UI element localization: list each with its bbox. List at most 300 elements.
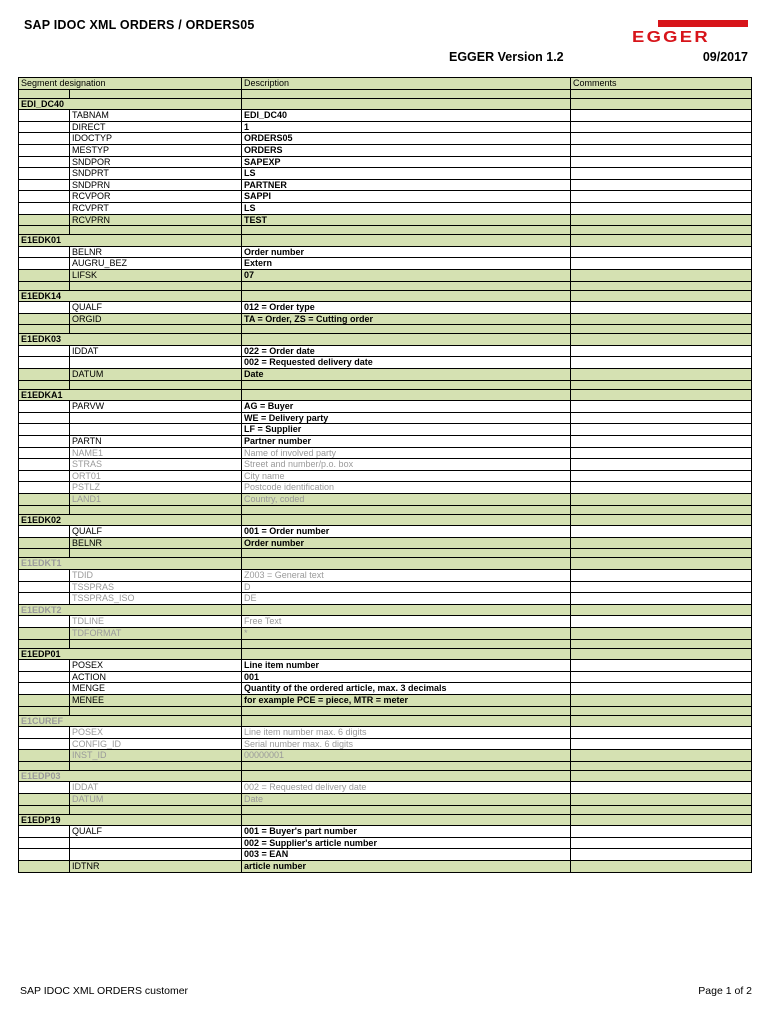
field-row bbox=[19, 470, 752, 482]
segment-row bbox=[19, 715, 752, 727]
segment-name: E1EDP03 bbox=[19, 770, 242, 782]
field-row bbox=[19, 269, 752, 281]
field-comment bbox=[571, 627, 752, 639]
segment-name: E1EDP01 bbox=[19, 648, 242, 660]
spacer-row bbox=[19, 380, 752, 389]
indent-cell bbox=[19, 494, 70, 506]
spacer-cell bbox=[571, 805, 752, 814]
spacer-cell bbox=[19, 226, 70, 235]
segment-description-cell bbox=[242, 715, 571, 727]
spacer-cell bbox=[70, 89, 242, 98]
segment-comment-cell bbox=[571, 648, 752, 660]
field-description: Name of involved party bbox=[242, 447, 571, 459]
field-name: SNDPRT bbox=[70, 168, 242, 180]
spacer-cell bbox=[70, 281, 242, 290]
field-name: TDFORMAT bbox=[70, 627, 242, 639]
spacer-cell bbox=[19, 89, 70, 98]
segment-row bbox=[19, 648, 752, 660]
indent-cell bbox=[19, 191, 70, 203]
segment-row bbox=[19, 334, 752, 346]
field-name: DIRECT bbox=[70, 121, 242, 133]
indent-cell bbox=[19, 660, 70, 672]
spacer-cell bbox=[19, 805, 70, 814]
segment-name: E1EDK01 bbox=[19, 235, 242, 247]
spacer-cell bbox=[571, 639, 752, 648]
spacer-cell bbox=[571, 761, 752, 770]
spacer-cell bbox=[19, 325, 70, 334]
field-comment bbox=[571, 694, 752, 706]
field-comment bbox=[571, 569, 752, 581]
segment-row bbox=[19, 814, 752, 826]
field-name: TDLINE bbox=[70, 616, 242, 628]
field-description: Extern bbox=[242, 258, 571, 270]
field-description: DE bbox=[242, 593, 571, 605]
indent-cell bbox=[19, 179, 70, 191]
field-row bbox=[19, 436, 752, 448]
field-row bbox=[19, 837, 752, 849]
field-comment bbox=[571, 110, 752, 122]
indent-cell bbox=[19, 110, 70, 122]
field-name bbox=[70, 412, 242, 424]
field-name: DATUM bbox=[70, 369, 242, 381]
field-comment bbox=[571, 459, 752, 471]
field-description: Country, coded bbox=[242, 494, 571, 506]
field-name: IDTNR bbox=[70, 861, 242, 873]
field-name: LIFSK bbox=[70, 269, 242, 281]
indent-cell bbox=[19, 593, 70, 605]
indent-cell bbox=[19, 694, 70, 706]
field-name: BELNR bbox=[70, 246, 242, 258]
field-comment bbox=[571, 401, 752, 413]
field-description: 1 bbox=[242, 121, 571, 133]
field-name: PSTLZ bbox=[70, 482, 242, 494]
field-row bbox=[19, 313, 752, 325]
indent-cell bbox=[19, 447, 70, 459]
indent-cell bbox=[19, 313, 70, 325]
spacer-row bbox=[19, 549, 752, 558]
spacer-cell bbox=[70, 639, 242, 648]
field-description: PARTNER bbox=[242, 179, 571, 191]
segment-row bbox=[19, 514, 752, 526]
indent-cell bbox=[19, 258, 70, 270]
field-description: Serial number max. 6 digits bbox=[242, 738, 571, 750]
field-description: SAPEXP bbox=[242, 156, 571, 168]
indent-cell bbox=[19, 302, 70, 314]
indent-cell bbox=[19, 738, 70, 750]
spacer-row bbox=[19, 89, 752, 98]
field-row bbox=[19, 302, 752, 314]
spacer-cell bbox=[571, 706, 752, 715]
spacer-cell bbox=[571, 325, 752, 334]
field-comment bbox=[571, 526, 752, 538]
field-name: LAND1 bbox=[70, 494, 242, 506]
segment-comment-cell bbox=[571, 389, 752, 401]
segment-name: E1EDK03 bbox=[19, 334, 242, 346]
document-version: EGGER Version 1.2 bbox=[449, 50, 564, 64]
indent-cell bbox=[19, 794, 70, 806]
field-description: Order number bbox=[242, 537, 571, 549]
indent-cell bbox=[19, 671, 70, 683]
field-description: Quantity of the ordered article, max. 3 decimals bbox=[242, 683, 571, 695]
field-name: RCVPOR bbox=[70, 191, 242, 203]
field-name: TABNAM bbox=[70, 110, 242, 122]
segment-description-cell bbox=[242, 334, 571, 346]
spacer-cell bbox=[19, 706, 70, 715]
field-row bbox=[19, 593, 752, 605]
field-comment bbox=[571, 168, 752, 180]
segment-comment-cell bbox=[571, 98, 752, 110]
field-description: * bbox=[242, 627, 571, 639]
spacer-cell bbox=[70, 706, 242, 715]
field-comment bbox=[571, 357, 752, 369]
segment-name: E1EDKT2 bbox=[19, 604, 242, 616]
spacer-cell bbox=[242, 281, 571, 290]
field-name: TSSPRAS_ISO bbox=[70, 593, 242, 605]
field-comment bbox=[571, 436, 752, 448]
spacer-row bbox=[19, 805, 752, 814]
field-row bbox=[19, 156, 752, 168]
field-comment bbox=[571, 179, 752, 191]
field-description: Postcode identification bbox=[242, 482, 571, 494]
field-row bbox=[19, 494, 752, 506]
field-description: LS bbox=[242, 202, 571, 214]
field-comment bbox=[571, 470, 752, 482]
field-description: Order number bbox=[242, 246, 571, 258]
indent-cell bbox=[19, 401, 70, 413]
field-name: RCVPRT bbox=[70, 202, 242, 214]
spacer-cell bbox=[242, 380, 571, 389]
field-row bbox=[19, 191, 752, 203]
field-comment bbox=[571, 537, 752, 549]
field-row bbox=[19, 168, 752, 180]
spacer-row bbox=[19, 639, 752, 648]
field-name: PARVW bbox=[70, 401, 242, 413]
spacer-cell bbox=[571, 549, 752, 558]
field-name: POSEX bbox=[70, 727, 242, 739]
field-description: City name bbox=[242, 470, 571, 482]
segment-description-cell bbox=[242, 514, 571, 526]
spacer-row bbox=[19, 281, 752, 290]
field-name: BELNR bbox=[70, 537, 242, 549]
field-row bbox=[19, 369, 752, 381]
segment-comment-cell bbox=[571, 334, 752, 346]
field-description: for example PCE = piece, MTR = meter bbox=[242, 694, 571, 706]
field-row bbox=[19, 526, 752, 538]
field-description: 003 = EAN bbox=[242, 849, 571, 861]
logo-wordmark: EGGER bbox=[632, 29, 710, 46]
field-description: Free Text bbox=[242, 616, 571, 628]
field-row bbox=[19, 616, 752, 628]
segment-description-cell bbox=[242, 290, 571, 302]
segment-description-cell bbox=[242, 814, 571, 826]
field-description: Line item number bbox=[242, 660, 571, 672]
egger-logo bbox=[632, 20, 748, 46]
spacer-cell bbox=[19, 549, 70, 558]
field-row bbox=[19, 569, 752, 581]
field-comment bbox=[571, 593, 752, 605]
indent-cell bbox=[19, 121, 70, 133]
indent-cell bbox=[19, 569, 70, 581]
field-name: MENEE bbox=[70, 694, 242, 706]
field-description: 00000001 bbox=[242, 750, 571, 762]
field-name: IDDAT bbox=[70, 345, 242, 357]
field-comment bbox=[571, 412, 752, 424]
field-description: TEST bbox=[242, 214, 571, 226]
field-description: LF = Supplier bbox=[242, 424, 571, 436]
field-comment bbox=[571, 144, 752, 156]
segment-row bbox=[19, 604, 752, 616]
field-name: ORGID bbox=[70, 313, 242, 325]
spacer-cell bbox=[70, 805, 242, 814]
field-row bbox=[19, 424, 752, 436]
indent-cell bbox=[19, 782, 70, 794]
indent-cell bbox=[19, 269, 70, 281]
field-name: SNDPRN bbox=[70, 179, 242, 191]
segment-description-cell bbox=[242, 235, 571, 247]
spacer-cell bbox=[571, 380, 752, 389]
segment-row bbox=[19, 290, 752, 302]
indent-cell bbox=[19, 345, 70, 357]
indent-cell bbox=[19, 357, 70, 369]
segment-table bbox=[18, 77, 752, 873]
field-comment bbox=[571, 202, 752, 214]
field-name: IDDAT bbox=[70, 782, 242, 794]
field-row bbox=[19, 144, 752, 156]
spacer-cell bbox=[242, 89, 571, 98]
spacer-row bbox=[19, 505, 752, 514]
spacer-cell bbox=[242, 505, 571, 514]
footer-page-number: Page 1 of 2 bbox=[698, 985, 752, 997]
field-row bbox=[19, 849, 752, 861]
indent-cell bbox=[19, 424, 70, 436]
logo-red-bar bbox=[658, 20, 748, 27]
spacer-cell bbox=[242, 805, 571, 814]
field-name: STRAS bbox=[70, 459, 242, 471]
field-row bbox=[19, 246, 752, 258]
field-description: 001 bbox=[242, 671, 571, 683]
field-description: ORDERS bbox=[242, 144, 571, 156]
column-header-description: Description bbox=[242, 78, 571, 90]
spacer-cell bbox=[19, 281, 70, 290]
field-comment bbox=[571, 660, 752, 672]
column-header-segment: Segment designation bbox=[19, 78, 242, 90]
field-row bbox=[19, 627, 752, 639]
field-row bbox=[19, 683, 752, 695]
field-description: Date bbox=[242, 369, 571, 381]
spacer-cell bbox=[571, 226, 752, 235]
field-comment bbox=[571, 302, 752, 314]
indent-cell bbox=[19, 826, 70, 838]
segment-name: E1EDKA1 bbox=[19, 389, 242, 401]
segment-comment-cell bbox=[571, 558, 752, 570]
field-name: CONFIG_ID bbox=[70, 738, 242, 750]
spacer-cell bbox=[242, 761, 571, 770]
indent-cell bbox=[19, 214, 70, 226]
footer-document-name: SAP IDOC XML ORDERS customer bbox=[20, 985, 189, 997]
field-description: Line item number max. 6 digits bbox=[242, 727, 571, 739]
field-name: TDID bbox=[70, 569, 242, 581]
field-row bbox=[19, 861, 752, 873]
field-row bbox=[19, 660, 752, 672]
field-comment bbox=[571, 369, 752, 381]
field-name: DATUM bbox=[70, 794, 242, 806]
field-description: 022 = Order date bbox=[242, 345, 571, 357]
spacer-cell bbox=[242, 226, 571, 235]
indent-cell bbox=[19, 369, 70, 381]
field-row bbox=[19, 121, 752, 133]
segment-name: EDI_DC40 bbox=[19, 98, 242, 110]
field-row bbox=[19, 727, 752, 739]
spacer-cell bbox=[242, 325, 571, 334]
field-comment bbox=[571, 121, 752, 133]
segment-description-cell bbox=[242, 770, 571, 782]
segment-row bbox=[19, 235, 752, 247]
field-row bbox=[19, 782, 752, 794]
segment-row bbox=[19, 558, 752, 570]
indent-cell bbox=[19, 133, 70, 145]
field-row bbox=[19, 750, 752, 762]
spacer-cell bbox=[70, 380, 242, 389]
field-comment bbox=[571, 156, 752, 168]
segment-name: E1CUREF bbox=[19, 715, 242, 727]
spacer-cell bbox=[19, 380, 70, 389]
field-comment bbox=[571, 269, 752, 281]
spacer-row bbox=[19, 325, 752, 334]
field-comment bbox=[571, 191, 752, 203]
field-comment bbox=[571, 794, 752, 806]
field-name bbox=[70, 849, 242, 861]
field-name: SNDPOR bbox=[70, 156, 242, 168]
spacer-cell bbox=[70, 505, 242, 514]
indent-cell bbox=[19, 537, 70, 549]
indent-cell bbox=[19, 581, 70, 593]
spacer-cell bbox=[70, 226, 242, 235]
indent-cell bbox=[19, 168, 70, 180]
spacer-cell bbox=[19, 505, 70, 514]
field-row bbox=[19, 345, 752, 357]
field-name: QUALF bbox=[70, 526, 242, 538]
field-comment bbox=[571, 494, 752, 506]
field-name bbox=[70, 424, 242, 436]
field-row bbox=[19, 459, 752, 471]
spacer-cell bbox=[571, 505, 752, 514]
field-name: AUGRU_BEZ bbox=[70, 258, 242, 270]
segment-comment-cell bbox=[571, 814, 752, 826]
segment-comment-cell bbox=[571, 604, 752, 616]
spacer-row bbox=[19, 226, 752, 235]
field-comment bbox=[571, 683, 752, 695]
field-name: MESTYP bbox=[70, 144, 242, 156]
spacer-cell bbox=[242, 639, 571, 648]
indent-cell bbox=[19, 202, 70, 214]
segment-row bbox=[19, 98, 752, 110]
field-description: TA = Order, ZS = Cutting order bbox=[242, 313, 571, 325]
field-comment bbox=[571, 782, 752, 794]
spacer-cell bbox=[242, 706, 571, 715]
indent-cell bbox=[19, 750, 70, 762]
field-name: ORT01 bbox=[70, 470, 242, 482]
document-date: 09/2017 bbox=[702, 50, 748, 64]
field-row bbox=[19, 537, 752, 549]
field-comment bbox=[571, 581, 752, 593]
field-name: INST_ID bbox=[70, 750, 242, 762]
field-description: 002 = Requested delivery date bbox=[242, 782, 571, 794]
spacer-cell bbox=[571, 281, 752, 290]
indent-cell bbox=[19, 526, 70, 538]
field-comment bbox=[571, 447, 752, 459]
spacer-cell bbox=[70, 325, 242, 334]
field-description: 001 = Buyer's part number bbox=[242, 826, 571, 838]
segment-comment-cell bbox=[571, 290, 752, 302]
field-name: QUALF bbox=[70, 826, 242, 838]
spacer-cell bbox=[19, 761, 70, 770]
indent-cell bbox=[19, 482, 70, 494]
field-comment bbox=[571, 246, 752, 258]
field-comment bbox=[571, 214, 752, 226]
spacer-row bbox=[19, 706, 752, 715]
field-row bbox=[19, 401, 752, 413]
field-comment bbox=[571, 727, 752, 739]
field-comment bbox=[571, 671, 752, 683]
field-comment bbox=[571, 424, 752, 436]
field-row bbox=[19, 794, 752, 806]
segment-comment-cell bbox=[571, 235, 752, 247]
field-name bbox=[70, 357, 242, 369]
spacer-cell bbox=[19, 639, 70, 648]
field-description: Street and number/p.o. box bbox=[242, 459, 571, 471]
field-name: TSSPRAS bbox=[70, 581, 242, 593]
field-description: LS bbox=[242, 168, 571, 180]
field-row bbox=[19, 581, 752, 593]
segment-description-cell bbox=[242, 558, 571, 570]
field-row bbox=[19, 214, 752, 226]
field-row bbox=[19, 133, 752, 145]
spacer-cell bbox=[70, 761, 242, 770]
field-comment bbox=[571, 313, 752, 325]
table-header-row bbox=[19, 78, 752, 90]
indent-cell bbox=[19, 627, 70, 639]
indent-cell bbox=[19, 616, 70, 628]
segment-row bbox=[19, 389, 752, 401]
field-description: D bbox=[242, 581, 571, 593]
spacer-cell bbox=[70, 549, 242, 558]
field-row bbox=[19, 110, 752, 122]
segment-name: E1EDP19 bbox=[19, 814, 242, 826]
field-description: AG = Buyer bbox=[242, 401, 571, 413]
indent-cell bbox=[19, 436, 70, 448]
field-row bbox=[19, 258, 752, 270]
indent-cell bbox=[19, 459, 70, 471]
field-name: NAME1 bbox=[70, 447, 242, 459]
segment-description-cell bbox=[242, 648, 571, 660]
field-comment bbox=[571, 616, 752, 628]
field-name: ACTION bbox=[70, 671, 242, 683]
segment-description-cell bbox=[242, 389, 571, 401]
field-comment bbox=[571, 345, 752, 357]
field-description: Partner number bbox=[242, 436, 571, 448]
field-comment bbox=[571, 482, 752, 494]
field-description: Date bbox=[242, 794, 571, 806]
indent-cell bbox=[19, 837, 70, 849]
field-comment bbox=[571, 861, 752, 873]
field-description: article number bbox=[242, 861, 571, 873]
indent-cell bbox=[19, 849, 70, 861]
field-row bbox=[19, 671, 752, 683]
indent-cell bbox=[19, 470, 70, 482]
field-name: QUALF bbox=[70, 302, 242, 314]
field-comment bbox=[571, 837, 752, 849]
segment-name: E1EDK14 bbox=[19, 290, 242, 302]
